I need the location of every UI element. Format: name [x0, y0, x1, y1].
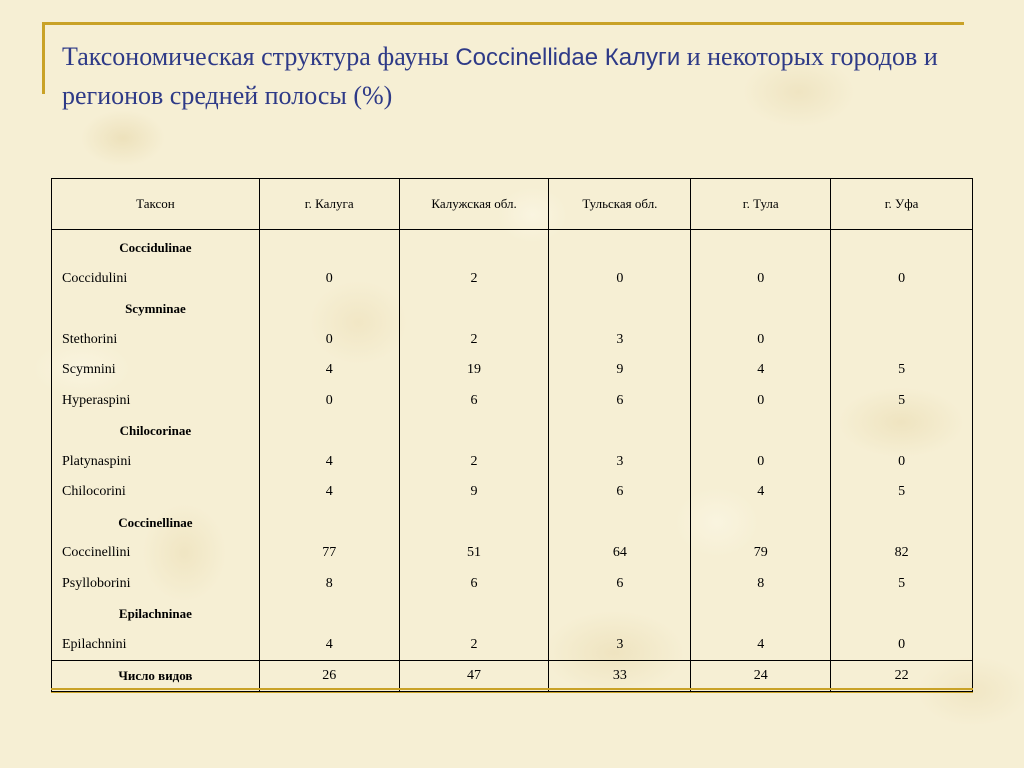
value-cell: 5: [831, 569, 973, 600]
value-cell: [691, 416, 831, 447]
value-cell: 9: [399, 477, 549, 508]
tribe-name: Stethorini: [52, 325, 260, 356]
value-cell: 2: [399, 325, 549, 356]
value-cell: 8: [691, 569, 831, 600]
value-cell: 79: [691, 538, 831, 569]
value-cell: [399, 294, 549, 325]
value-cell: 4: [691, 477, 831, 508]
value-cell: 5: [831, 355, 973, 386]
value-cell: 0: [259, 325, 399, 356]
total-label: Число видов: [52, 661, 260, 692]
value-cell: 0: [831, 447, 973, 478]
tribe-name: Hyperaspini: [52, 386, 260, 417]
value-cell: 6: [399, 569, 549, 600]
title-part-1: Таксономическая структура фауны: [62, 42, 456, 71]
value-cell: [399, 599, 549, 630]
header-cell: г. Тула: [691, 179, 831, 230]
subfamily-name: Epilachninae: [52, 599, 260, 630]
value-cell: [691, 508, 831, 539]
table-row: [52, 569, 973, 600]
value-cell: 19: [399, 355, 549, 386]
slide-title: [62, 38, 982, 115]
header-cell: Тульская обл.: [549, 179, 691, 230]
value-cell: [831, 230, 973, 264]
value-cell: [259, 294, 399, 325]
value-cell: [549, 416, 691, 447]
value-cell: 9: [549, 355, 691, 386]
value-cell: 0: [691, 447, 831, 478]
value-cell: 0: [259, 386, 399, 417]
tribe-name: Coccidulini: [52, 264, 260, 295]
subfamily-name: Coccinellinae: [52, 508, 260, 539]
table-row: [52, 386, 973, 417]
value-cell: 8: [259, 569, 399, 600]
value-cell: [831, 325, 973, 356]
subfamily-row: [52, 508, 973, 539]
value-cell: [831, 508, 973, 539]
value-cell: 4: [691, 630, 831, 661]
value-cell: [399, 416, 549, 447]
value-cell: [549, 230, 691, 264]
value-cell: 5: [831, 477, 973, 508]
decorative-bottom-line: [51, 688, 973, 690]
value-cell: [691, 294, 831, 325]
subfamily-name: Chilocorinae: [52, 416, 260, 447]
value-cell: 3: [549, 325, 691, 356]
table-row: [52, 264, 973, 295]
table-row: [52, 325, 973, 356]
value-cell: [549, 508, 691, 539]
subfamily-row: [52, 294, 973, 325]
value-cell: 0: [691, 264, 831, 295]
header-cell: Таксон: [52, 179, 260, 230]
value-cell: 64: [549, 538, 691, 569]
value-cell: 4: [691, 355, 831, 386]
value-cell: [259, 416, 399, 447]
subfamily-name: Scymninae: [52, 294, 260, 325]
total-value: 47: [399, 661, 549, 692]
value-cell: 0: [691, 325, 831, 356]
value-cell: 4: [259, 447, 399, 478]
table-total-row: [52, 661, 973, 692]
tribe-name: Scymnini: [52, 355, 260, 386]
value-cell: 6: [549, 569, 691, 600]
value-cell: 6: [549, 477, 691, 508]
decorative-left-line: [42, 22, 45, 94]
tribe-name: Psylloborini: [52, 569, 260, 600]
subfamily-row: [52, 599, 973, 630]
total-value: 26: [259, 661, 399, 692]
value-cell: 2: [399, 630, 549, 661]
value-cell: 4: [259, 355, 399, 386]
header-cell: г. Калуга: [259, 179, 399, 230]
table-row: [52, 355, 973, 386]
value-cell: 3: [549, 630, 691, 661]
header-cell: Калужская обл.: [399, 179, 549, 230]
value-cell: 4: [259, 630, 399, 661]
value-cell: 2: [399, 264, 549, 295]
value-cell: [399, 508, 549, 539]
value-cell: 51: [399, 538, 549, 569]
tribe-name: Chilocorini: [52, 477, 260, 508]
value-cell: 6: [549, 386, 691, 417]
value-cell: 0: [259, 264, 399, 295]
value-cell: 0: [831, 630, 973, 661]
title-part-3: и некоторых городов и регионов средней полосы (%): [62, 42, 938, 110]
header-cell: г. Уфа: [831, 179, 973, 230]
value-cell: 2: [399, 447, 549, 478]
subfamily-row: [52, 230, 973, 264]
value-cell: 3: [549, 447, 691, 478]
value-cell: [259, 230, 399, 264]
table-row: [52, 477, 973, 508]
tribe-name: Platynaspini: [52, 447, 260, 478]
value-cell: 0: [549, 264, 691, 295]
table-row: [52, 538, 973, 569]
table-row: [52, 447, 973, 478]
decorative-bottom-line-thin: [51, 692, 973, 693]
value-cell: 0: [691, 386, 831, 417]
value-cell: 0: [831, 264, 973, 295]
total-value: 24: [691, 661, 831, 692]
title-part-2: Coccinellidae Калуги: [455, 44, 681, 71]
value-cell: 82: [831, 538, 973, 569]
decorative-top-line: [42, 22, 964, 25]
value-cell: 5: [831, 386, 973, 417]
table-row: [52, 630, 973, 661]
value-cell: 6: [399, 386, 549, 417]
value-cell: [691, 599, 831, 630]
tribe-name: Epilachnini: [52, 630, 260, 661]
value-cell: 77: [259, 538, 399, 569]
value-cell: [831, 416, 973, 447]
value-cell: [549, 294, 691, 325]
value-cell: [259, 599, 399, 630]
total-value: 33: [549, 661, 691, 692]
value-cell: [259, 508, 399, 539]
value-cell: 4: [259, 477, 399, 508]
value-cell: [691, 230, 831, 264]
tribe-name: Coccinellini: [52, 538, 260, 569]
subfamily-row: [52, 416, 973, 447]
value-cell: [831, 294, 973, 325]
table-header-row: [52, 179, 973, 230]
taxonomy-table: [51, 178, 973, 692]
value-cell: [549, 599, 691, 630]
subfamily-name: Coccidulinae: [52, 230, 260, 264]
value-cell: [399, 230, 549, 264]
total-value: 22: [831, 661, 973, 692]
value-cell: [831, 599, 973, 630]
